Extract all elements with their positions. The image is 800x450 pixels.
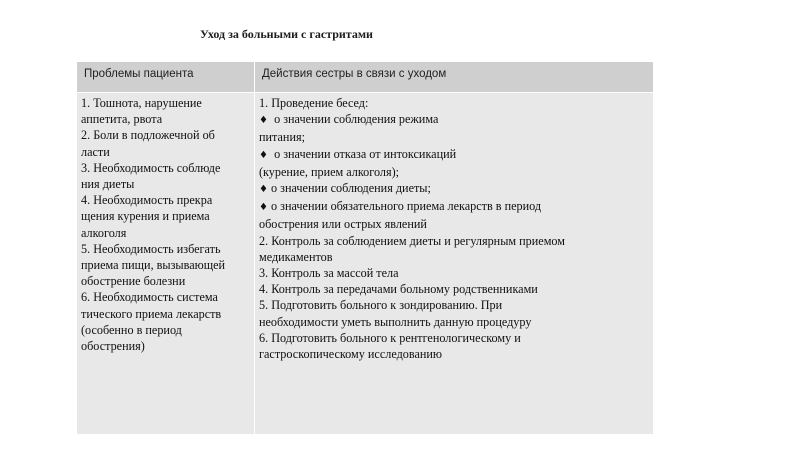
problem-line: 6. Необходимость система bbox=[81, 290, 218, 305]
action-line bbox=[259, 265, 651, 281]
action-text: 3. Контроль за массой тела bbox=[259, 266, 399, 281]
action-text: о значении соблюдения диеты; bbox=[267, 181, 431, 196]
header-problems: Проблемы пациента bbox=[77, 62, 255, 93]
action-text: обострения или острых явлений bbox=[259, 217, 427, 232]
diamond-bullet-icon: ♦ bbox=[259, 202, 268, 214]
action-text: о значении обязательного приема лекарств в период bbox=[267, 199, 542, 214]
care-table bbox=[76, 61, 654, 435]
action-line bbox=[259, 330, 651, 346]
action-line bbox=[259, 281, 651, 297]
action-text: о значении отказа от интоксикаций bbox=[267, 146, 457, 161]
problem-line: (особенно в период bbox=[81, 322, 182, 337]
action-line bbox=[259, 198, 651, 216]
diamond-bullet-icon: ♦ bbox=[259, 115, 268, 127]
problem-line: обострение болезни bbox=[81, 274, 186, 289]
problem-line: тического приема лекарств bbox=[81, 306, 222, 321]
action-text: медикаментов bbox=[259, 249, 333, 264]
action-text: 2. Контроль за соблюдением диеты и регулярным приемом bbox=[259, 233, 565, 248]
problem-line: ласти bbox=[81, 144, 110, 159]
diamond-bullet-icon: ♦ bbox=[259, 149, 268, 161]
table-row bbox=[77, 93, 654, 435]
action-line bbox=[259, 111, 651, 129]
action-text: 5. Подготовить больного к зондированию. При bbox=[259, 298, 503, 313]
action-text: 4. Контроль за передачами больному родственниками bbox=[259, 282, 538, 297]
action-text: 1. Проведение бесед: bbox=[259, 96, 369, 110]
diamond-bullet-icon: ♦ bbox=[259, 184, 268, 196]
header-actions: Действия сестры в связи с уходом bbox=[255, 62, 654, 93]
action-line bbox=[259, 297, 651, 313]
problem-line: 4. Необходимость прекра bbox=[81, 193, 213, 208]
action-line bbox=[259, 129, 651, 145]
problem-line: обострения) bbox=[81, 339, 145, 354]
action-line bbox=[259, 233, 651, 249]
problem-line: 5. Необходимость избегать bbox=[81, 241, 221, 256]
action-line bbox=[259, 146, 651, 164]
action-line bbox=[259, 180, 651, 198]
problem-line: ния диеты bbox=[81, 177, 135, 192]
problem-line: алкоголя bbox=[81, 225, 127, 240]
action-text: о значении соблюдения режима bbox=[267, 112, 439, 127]
action-text: гастроскопическому исследованию bbox=[259, 347, 443, 362]
action-line bbox=[259, 249, 651, 265]
problem-line: приема пищи, вызывающей bbox=[81, 258, 226, 273]
problems-cell bbox=[77, 93, 255, 435]
action-line bbox=[259, 346, 651, 362]
problem-line: щения курения и приема bbox=[81, 209, 210, 224]
action-text: питания; bbox=[259, 130, 305, 145]
problem-line: 3. Необходимость соблюде bbox=[81, 160, 221, 175]
action-line bbox=[259, 164, 651, 180]
action-line bbox=[259, 216, 651, 232]
action-text: (курение, прием алкоголя); bbox=[259, 164, 400, 179]
page-title: Уход за больными с гастритами bbox=[200, 27, 373, 41]
actions-cell bbox=[255, 93, 654, 435]
problem-line: аппетита, рвота bbox=[81, 112, 163, 127]
action-text: необходимости уметь выполнить данную процедуру bbox=[259, 314, 532, 329]
problem-line: 1. Тошнота, нарушение bbox=[81, 96, 202, 110]
action-line bbox=[259, 95, 651, 111]
table-header-row bbox=[77, 62, 654, 93]
action-text: 6. Подготовить больного к рентгенологическому и bbox=[259, 330, 521, 345]
problem-line: 2. Боли в подложечной об bbox=[81, 128, 215, 143]
action-line bbox=[259, 314, 651, 330]
